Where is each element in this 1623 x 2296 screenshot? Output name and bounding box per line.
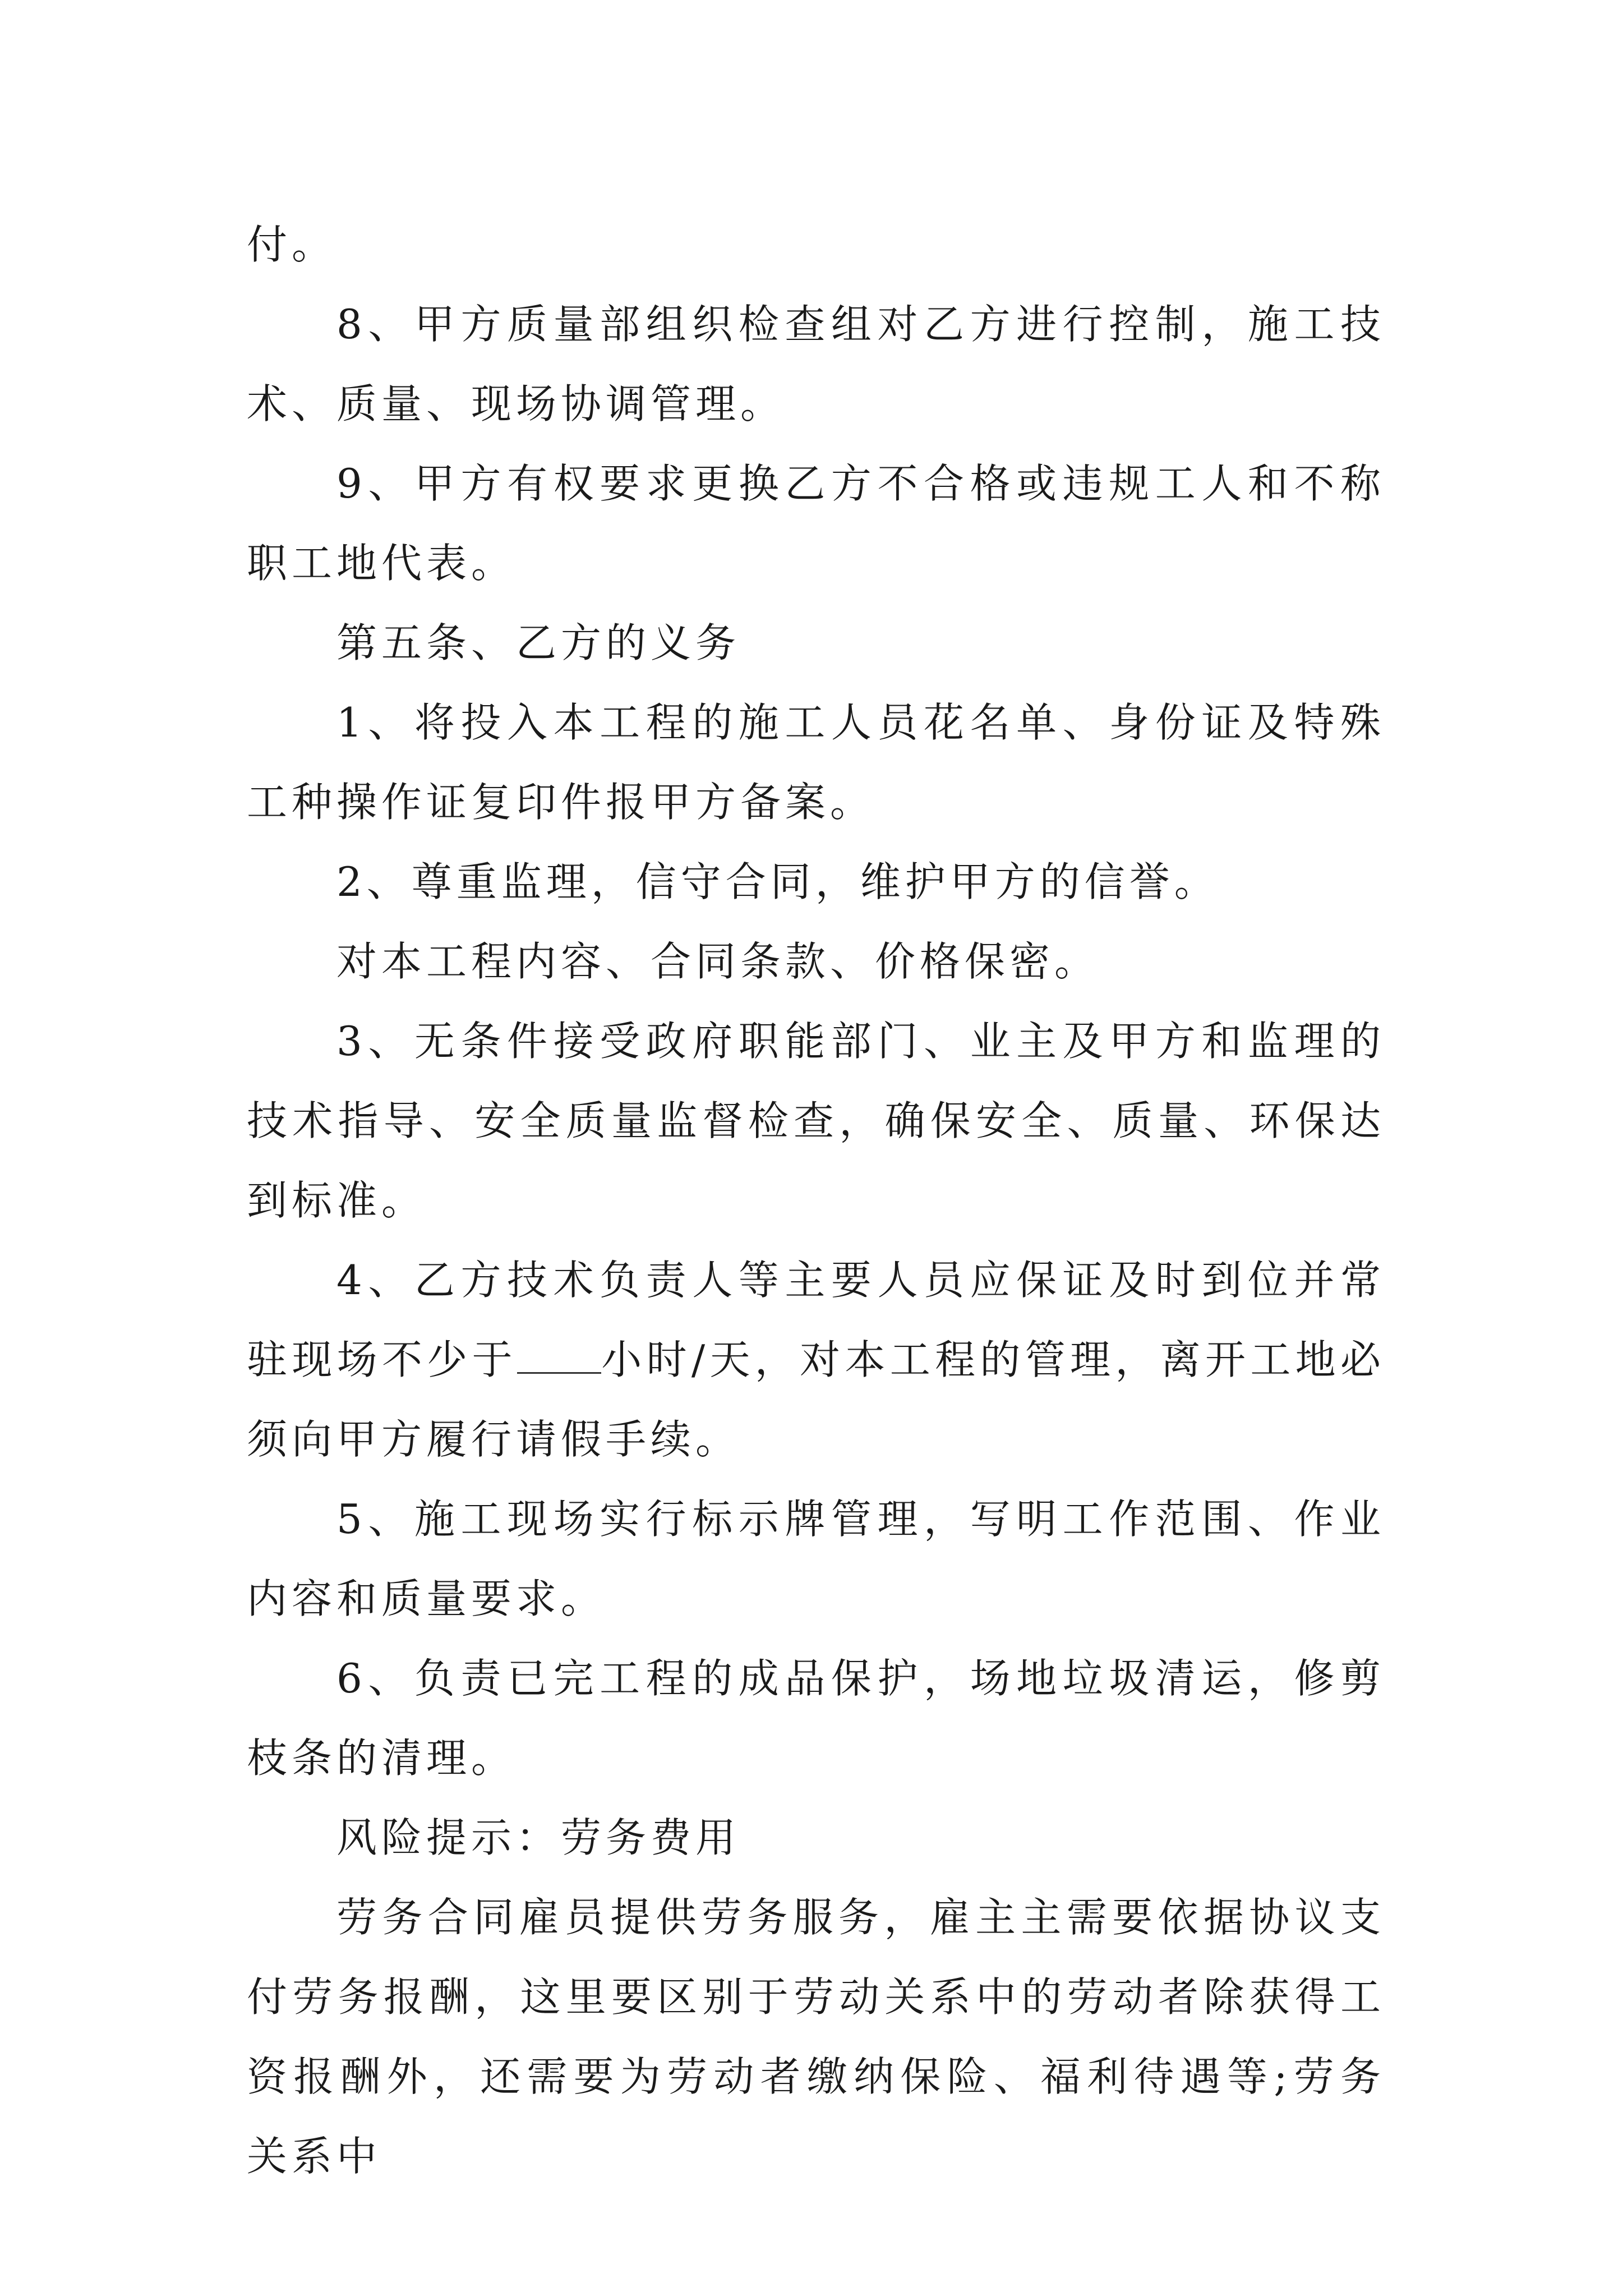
paragraph-item-4-part-2: 小时/天，对本工程的管理，离开工地必须向甲方履行请假手续。 [247, 1336, 1385, 1463]
paragraph-item-4 [247, 1240, 1385, 1479]
paragraph-item-6: 6、负责已完工程的成品保护，场地垃圾清运，修剪枝条的清理。 [247, 1655, 1385, 1782]
section-heading-article-5: 第五条、乙方的义务 [336, 619, 741, 666]
paragraph-item-9: 9、甲方有权要求更换乙方不合格或违规工人和不称职工地代表。 [247, 460, 1385, 587]
paragraph-item-4-part-1: 4、乙方技术负责人等主要人员应保证及时到位并常驻现场不少于 [247, 1257, 1385, 1383]
paragraph-continuation: 付。 [247, 221, 337, 268]
paragraph-item-5: 5、施工现场实行标示牌管理，写明工作范围、作业内容和质量要求。 [247, 1496, 1385, 1622]
paragraph-item-3: 3、无条件接受政府职能部门、业主及甲方和监理的技术指导、安全质量监督检查，确保安全、质量、环保达到标准。 [247, 1018, 1385, 1224]
paragraph-item-1: 1、将投入本工程的施工人员花名单、身份证及特殊工种操作证复印件报甲方备案。 [247, 699, 1385, 826]
paragraph-confidentiality: 对本工程内容、合同条款、价格保密。 [336, 938, 1100, 985]
paragraph-item-2: 2、尊重监理，信守合同，维护甲方的信誉。 [336, 858, 1219, 905]
paragraph-labor-fee: 劳务合同雇员提供劳务服务，雇主主需要依据协议支付劳务报酬，这里要区别于劳动关系中的劳动者除获得工资报酬外，还需要为劳动者缴纳保险、福利待遇等;劳务关系中 [247, 1894, 1385, 2180]
paragraph-item-8: 8、甲方质量部组织检查组对乙方进行控制，施工技术、质量、现场协调管理。 [247, 301, 1385, 427]
risk-notice-heading: 风险提示：劳务费用 [336, 1814, 741, 1861]
document-body [247, 205, 1385, 2196]
fill-in-blank [517, 1340, 601, 1374]
